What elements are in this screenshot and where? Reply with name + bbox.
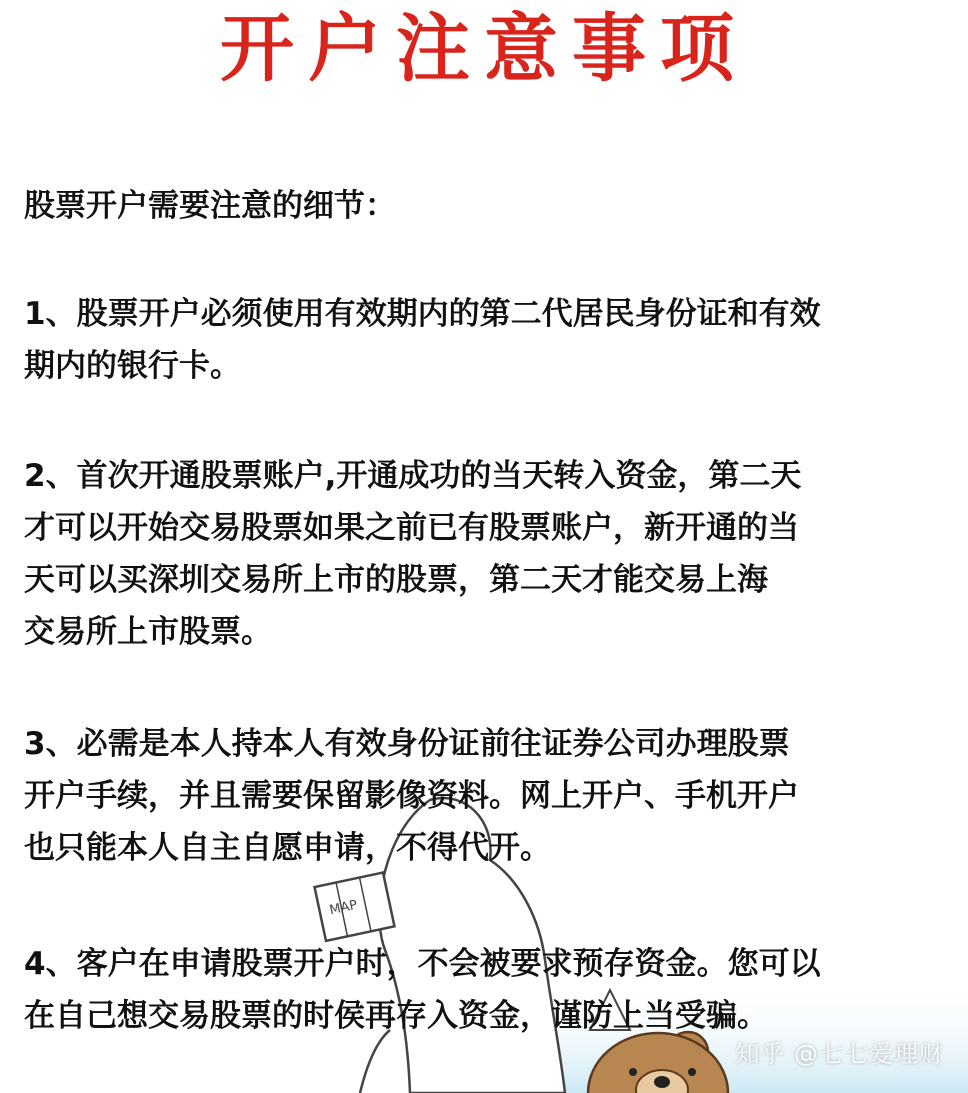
list-item: 1、股票开户必须使用有效期内的第二代居民身份证和有效 期内的银行卡。 [24,296,821,384]
map-label: MAP [328,897,359,919]
list-item: 3、必需是本人持本人有效身份证前往证券公司办理股票 开户手续，并且需要保留影像资料。网上开户、手机开户 也只能本人自主自愿申请，不得代开。 [24,726,799,866]
page-title: 开户注意事项 [220,6,748,92]
section-heading: 股票开户需要注意的细节： [24,188,396,224]
list-item: 2、首次开通股票账户,开通成功的当天转入资金，第二天 才可以开始交易股票如果之前已有股票账户，新开通的当 天可以买深圳交易所上市的股票，第二天才能交易上海 交易所上市股票。 [24,458,802,650]
list-item: 4、客户在申请股票开户时，不会被要求预存资金。您可以 在自己想交易股票的时侯再存入资金，谨防上当受骗。 [24,946,821,1034]
watermark: 知乎 @七七爱理财 [735,1040,944,1068]
